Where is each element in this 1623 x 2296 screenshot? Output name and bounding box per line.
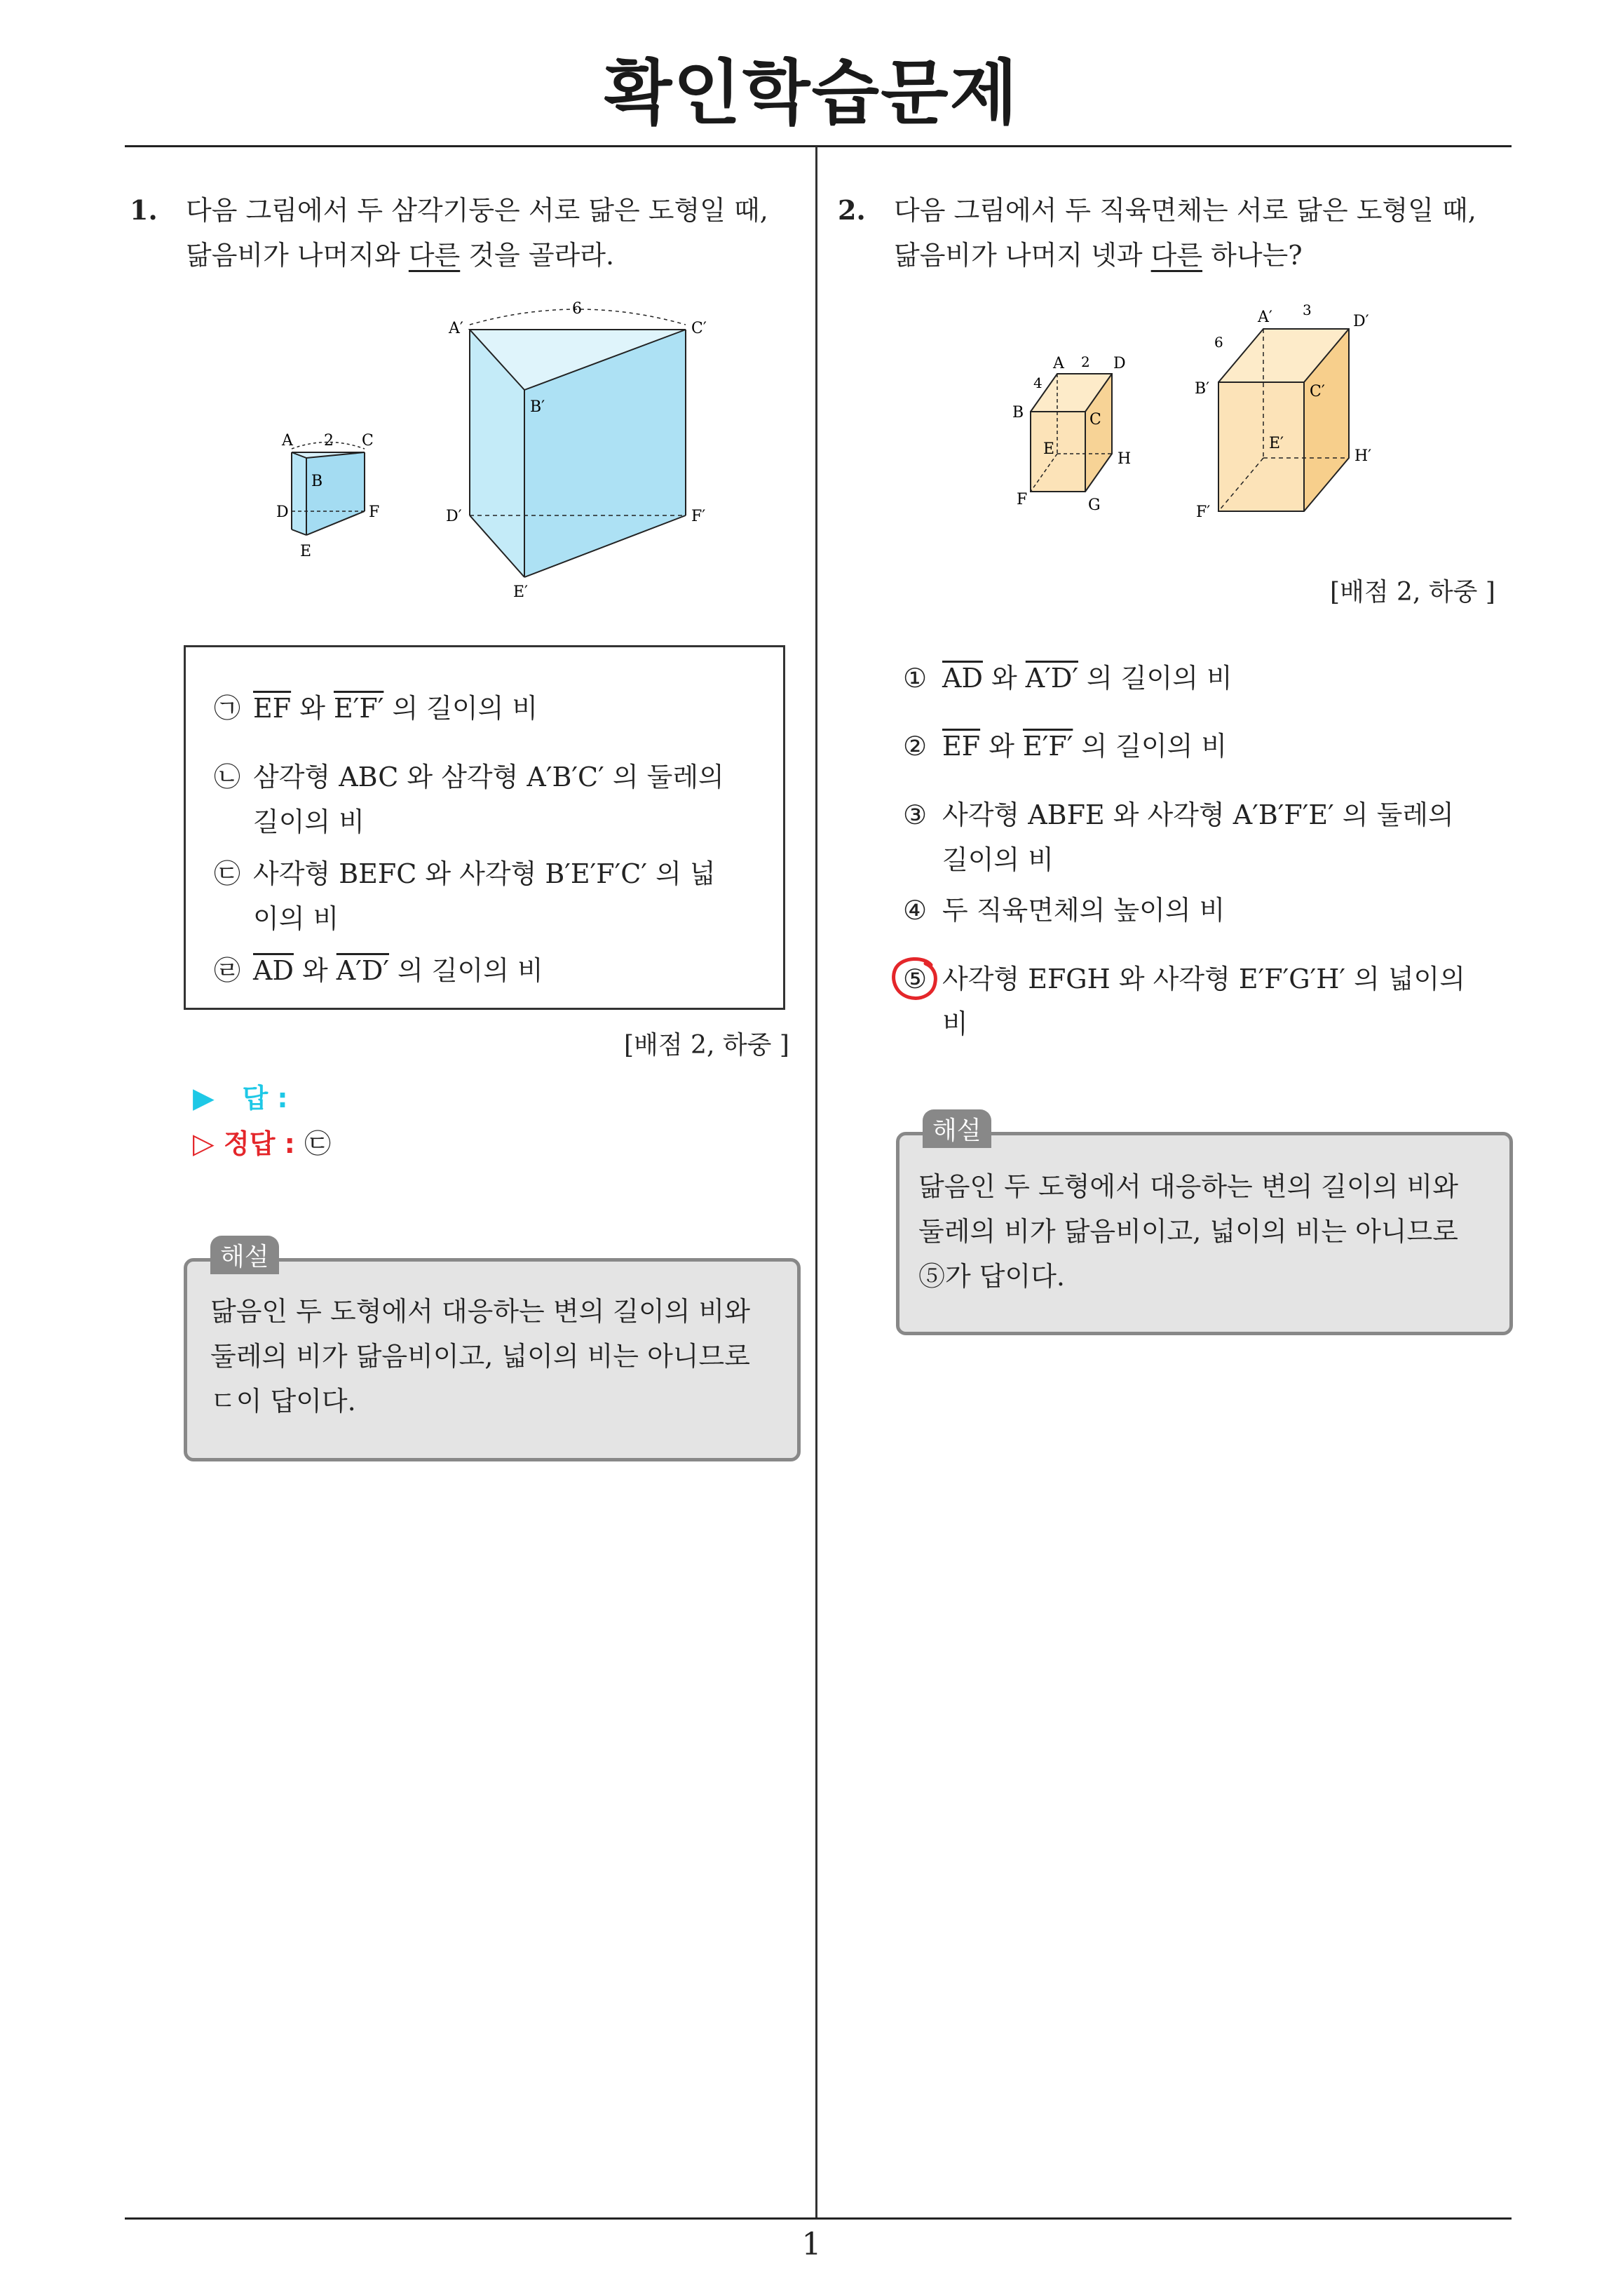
choice-text: 의 길이의 비 — [1073, 731, 1228, 762]
option-marker: ㉡ — [214, 762, 241, 792]
label-F-prime: F′ — [691, 508, 706, 525]
outline-play-icon: ▷ — [193, 1128, 215, 1160]
label-length-3: 3 — [1303, 302, 1312, 318]
option-marker: ㉠ — [214, 693, 241, 724]
small-prism — [276, 432, 379, 560]
label-B: B — [311, 473, 323, 490]
explanation-line: ⑤가 답이다. — [918, 1261, 1065, 1292]
label-H: H — [1118, 450, 1132, 468]
choice-4[interactable] — [903, 888, 1506, 933]
label-A-prime: A′ — [449, 320, 463, 337]
explanation-text — [918, 1164, 1500, 1299]
choice-text-cont: 길이의 비 — [942, 844, 1054, 875]
option-text: 의 길이의 비 — [388, 955, 543, 986]
option-marker: ㉢ — [214, 858, 241, 889]
label-H-prime: H′ — [1354, 447, 1372, 465]
label-length-2: 2 — [1081, 353, 1090, 370]
question-number: 1. — [130, 194, 158, 226]
option-text: 사각형 BEFC 와 사각형 B′E′F′C′ 의 넓 — [253, 858, 716, 889]
correct-label: 정답 : — [224, 1128, 295, 1159]
option-text-cont: 이의 비 — [253, 903, 339, 934]
answer-label: 답 : — [242, 1083, 288, 1114]
footer-rule — [125, 2217, 1512, 2220]
label-A-prime: A′ — [1258, 309, 1272, 326]
choice-text: 두 직육면체의 높이의 비 — [942, 895, 1225, 926]
label-length-6: 6 — [572, 300, 582, 318]
choice-connector: 와 — [980, 731, 1023, 762]
explanation-tag: 해설 — [923, 1109, 991, 1148]
label-E: E — [1043, 440, 1055, 458]
large-cuboid — [1195, 302, 1371, 521]
label-length-6: 6 — [1214, 334, 1223, 351]
segment-A-prime-D-prime: A′D′ — [336, 955, 389, 986]
question-number: 2. — [838, 194, 866, 226]
question-text-line1: 다음 그림에서 두 삼각기둥은 서로 닮은 도형일 때, — [186, 195, 768, 226]
label-A: A — [1053, 355, 1064, 372]
explanation-tag: 해설 — [210, 1236, 279, 1274]
correct-answer-row — [193, 1122, 331, 1161]
option-2[interactable] — [214, 755, 775, 844]
choice-marker: ① — [903, 663, 928, 694]
option-connector: 와 — [291, 693, 334, 724]
label-F: F — [1017, 491, 1028, 508]
question-1 — [130, 188, 803, 278]
choice-text: 의 길이의 비 — [1078, 663, 1232, 694]
segment-EF: $\overline{EF}$ — [253, 693, 292, 724]
explanation-text — [210, 1289, 785, 1424]
label-E: E — [300, 543, 312, 560]
label-E-prime: E′ — [1269, 435, 1284, 452]
label-E-prime: E′ — [513, 583, 529, 600]
correct-value: ㉢ — [304, 1128, 332, 1159]
label-F: F — [369, 504, 380, 521]
small-cuboid — [1012, 353, 1131, 514]
choice-marker: ⑤ — [903, 964, 928, 994]
play-icon: ▶ — [193, 1082, 215, 1114]
question-text-line2-end: 하나는? — [1202, 240, 1303, 271]
explanation-line: 둘레의 비가 닮음비이고, 넓이의 비는 아니므로 — [918, 1216, 1458, 1247]
label-D: D — [1113, 355, 1126, 372]
segment-EF: $\overline{EF}$ — [942, 731, 981, 762]
header-rule — [125, 145, 1512, 147]
question-text-line1: 다음 그림에서 두 직육면체는 서로 닮은 도형일 때, — [894, 195, 1476, 226]
choice-2[interactable] — [903, 724, 1506, 769]
explanation-line: ㄷ이 답이다. — [210, 1386, 356, 1417]
page-number: 1 — [801, 2227, 822, 2262]
option-1[interactable] — [214, 686, 775, 731]
page-title: 확인학습문제 — [604, 52, 1019, 134]
label-D: D — [276, 504, 289, 521]
choice-connector: 와 — [982, 663, 1026, 694]
label-C-prime: C′ — [1310, 383, 1325, 400]
label-C: C — [1089, 411, 1101, 428]
segment-E-prime-F-prime: E′F′ — [1022, 731, 1073, 762]
label-B: B — [1012, 404, 1024, 421]
explanation-line: 둘레의 비가 닮음비이고, 넓이의 비는 아니므로 — [210, 1341, 750, 1372]
underlined-word: 다른 — [1150, 240, 1203, 271]
label-length-4: 4 — [1033, 374, 1043, 391]
label-F-prime: F′ — [1196, 504, 1211, 521]
choice-marker: ③ — [903, 799, 928, 830]
question-text-line2: 닮음비가 나머지와 — [186, 240, 409, 271]
choice-text: 사각형 EFGH 와 사각형 E′F′G′H′ 의 넓이의 — [942, 964, 1465, 994]
segment-AD: $\overline{AD}$ — [253, 955, 294, 986]
segment-E-prime-F-prime: E′F′ — [333, 693, 384, 724]
label-length-2: 2 — [324, 432, 334, 450]
choice-1[interactable] — [903, 656, 1506, 701]
option-connector: 와 — [293, 955, 337, 986]
explanation-line: 닮음인 두 도형에서 대응하는 변의 길이의 비와 — [210, 1296, 750, 1327]
label-B-prime: B′ — [530, 398, 545, 416]
choice-3[interactable] — [903, 792, 1506, 882]
question-2 — [838, 188, 1511, 278]
label-D-prime: D′ — [446, 508, 462, 525]
option-3[interactable] — [214, 851, 775, 941]
label-A: A — [282, 432, 293, 450]
label-B-prime: B′ — [1195, 380, 1210, 398]
option-text-cont: 길이의 비 — [253, 806, 365, 837]
choice-marker: ④ — [903, 895, 928, 926]
large-prism — [446, 300, 707, 600]
triangular-prism-figure — [266, 298, 743, 600]
underlined-word: 다른 — [408, 240, 461, 271]
option-4[interactable] — [214, 948, 775, 993]
choice-marker: ② — [903, 731, 928, 762]
segment-A-prime-D-prime: A′D′ — [1025, 663, 1078, 694]
label-C-prime: C′ — [691, 320, 707, 337]
column-divider — [815, 147, 817, 2219]
choice-5[interactable] — [903, 957, 1506, 1046]
option-text: 삼각형 ABC 와 삼각형 A′B′C′ 의 둘레의 — [253, 762, 724, 792]
choice-text: 사각형 ABFE 와 사각형 A′B′F′E′ 의 둘레의 — [942, 799, 1454, 830]
explanation-line: 닮음인 두 도형에서 대응하는 변의 길이의 비와 — [918, 1171, 1458, 1202]
answer-row — [193, 1076, 288, 1115]
question-text-line2: 닮음비가 나머지 넷과 — [894, 240, 1151, 271]
choice-text-cont: 비 — [942, 1008, 968, 1039]
score-meta: [배점 2, 하중 ] — [1330, 578, 1495, 607]
option-marker: ㉣ — [214, 955, 241, 986]
question-text-line2-end: 것을 골라라. — [460, 240, 615, 271]
option-text: 의 길이의 비 — [383, 693, 538, 724]
answer-circle-icon — [889, 955, 942, 1004]
score-meta: [배점 2, 하중 ] — [624, 1031, 789, 1060]
label-D-prime: D′ — [1353, 313, 1369, 330]
segment-AD: $\overline{AD}$ — [942, 663, 983, 694]
label-C: C — [362, 432, 374, 450]
label-G: G — [1088, 497, 1101, 514]
cuboid-figure — [1003, 298, 1409, 529]
